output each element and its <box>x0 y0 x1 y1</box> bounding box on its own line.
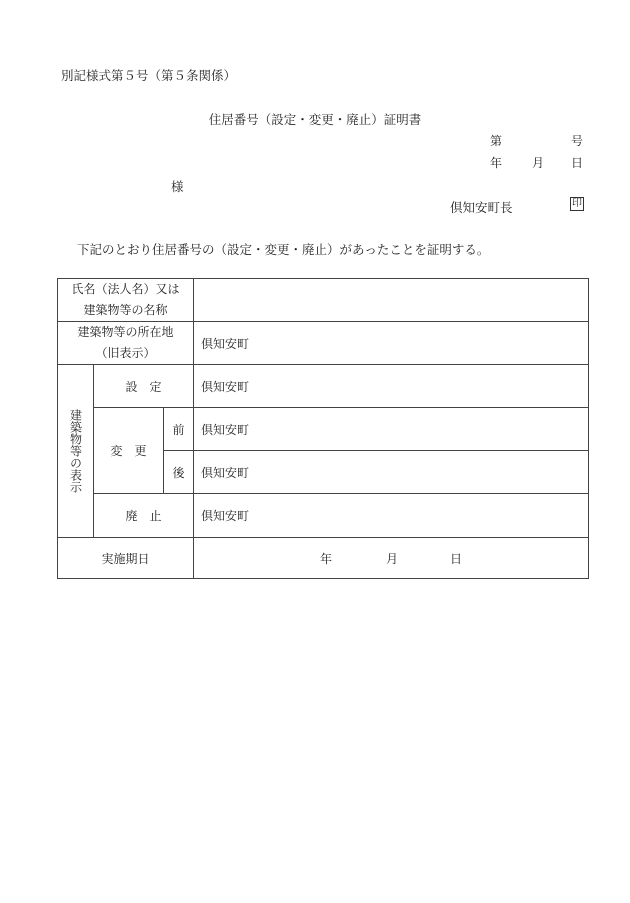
setting-label: 設 定 <box>94 365 194 408</box>
before-label: 前 <box>164 408 194 451</box>
name-label-cell <box>58 279 194 322</box>
issuer-mayor: 倶知安町長 <box>450 200 513 215</box>
issue-date-day-label: 日 <box>571 156 584 170</box>
abolish-label: 廃 止 <box>94 494 194 538</box>
table-row-setting <box>58 365 589 408</box>
after-label: 後 <box>164 451 194 494</box>
effective-day-label: 日 <box>450 551 463 566</box>
certification-statement: 下記のとおり住居番号の（設定・変更・廃止）があったことを証明する。 <box>77 242 490 257</box>
effective-date-label: 実施期日 <box>58 538 194 579</box>
setting-value: 倶知安町 <box>194 365 589 408</box>
document-title: 住居番号（設定・変更・廃止）証明書 <box>208 112 422 127</box>
table-row-effective-date <box>58 538 589 579</box>
certificate-table <box>57 278 589 579</box>
effective-year-label: 年 <box>319 551 332 566</box>
issue-date-year-label: 年 <box>490 156 503 170</box>
seal-mark: 印 <box>572 198 582 209</box>
table-row-abolish <box>58 494 589 538</box>
table-row-change-before <box>58 408 589 451</box>
display-label-cell <box>58 365 94 538</box>
location-value: 倶知安町 <box>194 322 589 365</box>
location-label-cell <box>58 322 194 365</box>
change-label: 変 更 <box>94 408 164 494</box>
form-number-label: 別記様式第５号（第５条関係） <box>61 68 237 83</box>
effective-date-value <box>194 538 589 579</box>
certificate-number-prefix: 第 <box>490 134 503 148</box>
table-row-location <box>58 322 589 365</box>
addressee-honorific: 様 <box>171 179 184 194</box>
name-value-cell <box>194 279 589 322</box>
location-label-line1: 建築物等の所在地 <box>77 325 174 339</box>
certificate-number-suffix: 号 <box>571 134 584 148</box>
effective-month-label: 月 <box>386 551 399 566</box>
before-value: 倶知安町 <box>194 408 589 451</box>
display-label: 建築物等の表示 <box>68 409 83 493</box>
after-value: 倶知安町 <box>194 451 589 494</box>
name-label-line2: 建築物等の名称 <box>83 303 168 317</box>
abolish-value: 倶知安町 <box>194 494 589 538</box>
issue-date-month-label: 月 <box>532 156 545 170</box>
table-row-name <box>58 279 589 322</box>
location-label-line2: （旧表示） <box>95 346 156 360</box>
name-label-line1: 氏名（法人名）又は <box>71 282 180 296</box>
